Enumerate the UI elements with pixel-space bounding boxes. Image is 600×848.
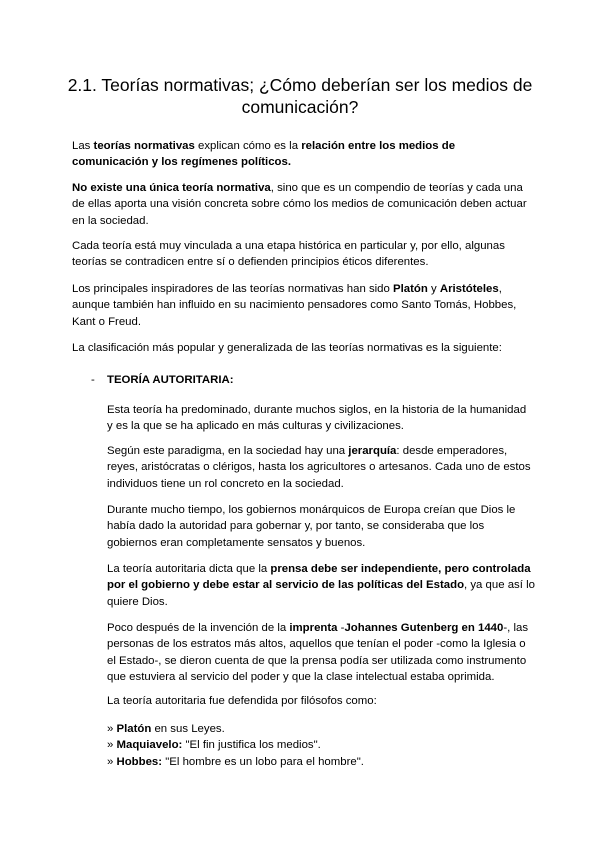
text-span: Las bbox=[72, 140, 94, 152]
text-span: La teoría autoritaria dicta que la bbox=[107, 563, 271, 575]
philosophers-list bbox=[107, 721, 535, 770]
philosopher-name: Hobbes: bbox=[116, 755, 163, 768]
text-span: Según este paradigma, en la sociedad hay una bbox=[107, 445, 349, 457]
list-item bbox=[107, 721, 535, 737]
paragraph-press-control bbox=[107, 561, 535, 610]
section-heading bbox=[107, 372, 234, 388]
bold-term: teorías normativas bbox=[93, 140, 195, 152]
text-span: -, las personas de los estratos más altos, aquellos que tenían el poder -como la Iglesia o el Estado-, se dieron cuenta de que la prensa podía ser utilizada como instrumento que estuviera al servicio del poder y que la clase intelectual estaba oprimida. bbox=[107, 622, 529, 683]
paragraph-predominance: Esta teoría ha predominado, durante muchos siglos, en la historia de la humanidad y es la que se ha aplicado en más culturas y civilizaciones. bbox=[107, 404, 527, 433]
bold-term: Aristóteles bbox=[439, 283, 499, 295]
bold-term: prensa debe ser independiente, pero controlada por el gobierno y debe estar al servicio de las políticas del Estado bbox=[107, 563, 531, 592]
bold-term: No existe una única teoría normativa bbox=[72, 182, 271, 194]
section-bullet: - bbox=[91, 374, 95, 386]
list-item bbox=[107, 754, 535, 770]
paragraph-no-single-theory bbox=[72, 180, 534, 229]
paragraph-defended-by: La teoría autoritaria fue defendida por filósofos como: bbox=[107, 695, 377, 707]
bold-term: jerarquía bbox=[348, 445, 397, 457]
list-item-text: en sus Leyes. bbox=[151, 723, 225, 735]
paragraph-printing-press bbox=[107, 620, 535, 685]
text-span: - bbox=[337, 622, 345, 634]
text-span: , sino que es un compendio de teorías y cada una de ellas aporta una visión concreta sobre cómo los medios de comunicación deben actuar en la sociedad. bbox=[72, 182, 527, 227]
paragraph-definition bbox=[72, 138, 534, 171]
list-item bbox=[107, 737, 535, 753]
paragraph-historical-context: Cada teoría está muy vinculada a una etapa histórica en particular y, por ello, algunas teorías se contradicen entre sí o defienden principios éticos diferentes. bbox=[72, 240, 505, 269]
list-marker: » bbox=[107, 739, 117, 752]
bold-term: Johannes Gutenberg en 1440 bbox=[344, 622, 504, 634]
text-span: explican cómo es la bbox=[194, 140, 302, 152]
paragraph-monarchies: Durante mucho tiempo, los gobiernos monárquicos de Europa creían que Dios le había dado la autoridad para gobernar y, por tanto, se consideraba que los gobiernos eran completamente sensatos y buenos. bbox=[107, 504, 516, 549]
text-span: Los principales inspiradores de las teorías normativas han sido bbox=[72, 283, 394, 295]
philosopher-name: Maquiavelo: bbox=[116, 739, 183, 752]
bold-term: relación entre los medios de comunicación y los regímenes políticos. bbox=[72, 140, 456, 169]
list-marker: » bbox=[107, 723, 117, 735]
paragraph-hierarchy bbox=[107, 443, 535, 492]
paragraph-classification: La clasificación más popular y generalizada de las teorías normativas es la siguiente: bbox=[72, 342, 502, 354]
text-span: , ya que así lo quiere Dios. bbox=[107, 579, 535, 608]
text-span: , aunque también han influido en su nacimiento pensadores como Santo Tomás, Hobbes, Kant o Freud. bbox=[72, 283, 517, 328]
section-heading-text: TEORÍA AUTORITARIA: bbox=[107, 374, 234, 386]
list-marker: » bbox=[107, 755, 117, 768]
list-item-text: "El hombre es un lobo para el hombre". bbox=[162, 755, 364, 768]
page-title: 2.1. Teorías normativas; ¿Cómo deberían ser los medios de comunicación? bbox=[67, 75, 533, 117]
philosopher-name: Platón bbox=[116, 723, 152, 735]
text-span: : desde emperadores, reyes, aristócratas o clérigos, hasta los agricultores o artesanos. Cada uno de estos individuos tiene un rol concreto en la sociedad. bbox=[107, 445, 531, 490]
bold-term: imprenta bbox=[289, 622, 338, 634]
paragraph-inspirers bbox=[72, 281, 534, 330]
text-span: Poco después de la invención de la bbox=[107, 622, 290, 634]
list-item-text: "El fin justifica los medios". bbox=[182, 739, 321, 752]
text-span: y bbox=[427, 283, 440, 295]
bold-term: Platón bbox=[393, 283, 428, 295]
